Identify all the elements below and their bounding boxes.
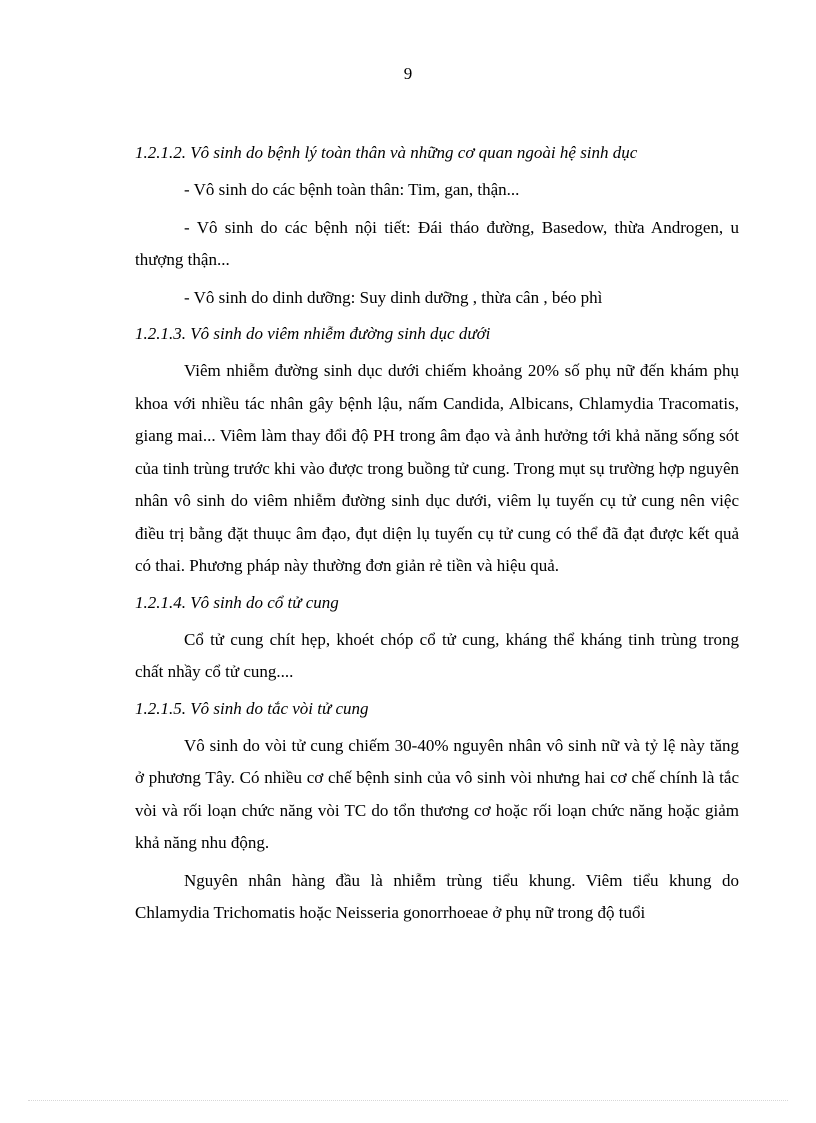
paragraph-pelvic-infection: Nguyên nhân hàng đầu là nhiễm trùng tiểu khung. Viêm tiểu khung do Chlamydia Trichomatis hoặc Neisseria gonorrhoeae ở phụ nữ trong độ tuổi [135, 870, 739, 922]
footer-divider [28, 1100, 788, 1101]
paragraph-cervix: Cổ tử cung chít hẹp, khoét chóp cổ tử cung, kháng thể kháng tinh trùng trong chất nhầy cổ tử cung.... [135, 629, 739, 681]
paragraph-systemic-disease: - Vô sinh do các bệnh toàn thân: Tim, gan, thận... [184, 180, 520, 199]
paragraph-nutrition: - Vô sinh do dinh dưỡng: Suy dinh dưỡng , thừa cân , béo phì [184, 287, 603, 307]
section-heading-1-2-1-3: 1.2.1.3. Vô sinh do viêm nhiễm đường sinh dục dưới [135, 324, 491, 343]
paragraph-tubal-infertility: Vô sinh do vòi tử cung chiếm 30-40% nguyên nhân vô sinh nữ và tỷ lệ này tăng ở phương Tây. Có nhiều cơ chế bệnh sinh của vô sinh vòi nhưng hai cơ chế chính là tắc vòi và rối loạn chức năng vòi TC do tổn thương cơ hoặc rối loạn chức năng hoặc giảm khả năng nhu động. [135, 735, 739, 852]
document-body [135, 138, 739, 935]
section-heading-1-2-1-5: 1.2.1.5. Vô sinh do tắc vòi tử cung [135, 698, 369, 718]
paragraph-lower-genital-infection: Viêm nhiễm đường sinh dục dưới chiếm khoảng 20% số phụ nữ đến khám phụ khoa với nhiều tác nhân gây bệnh lậu, nấm Candida, Albicans, Chlamydia Tracomatis, giang mai... Viêm làm thay đổi độ PH trong âm đạo và ảnh hưởng tới khả năng sống sót của tinh trùng trước khi vào được trong buồng tử cung. Trong mụt sụ trường hợp nguyên nhân vô sinh do viêm nhiễm đường sinh dục dưới, viêm lụ tuyến cụ tử cung nên việc điều trị bằng đặt thuục âm đạo, đụt diện lụ tuyến cụ tử cung có thể đã đạt được kết quả có thai. Phương pháp này thường đơn giản rẻ tiền và hiệu quả. [135, 361, 740, 575]
section-heading-1-2-1-2: 1.2.1.2. Vô sinh do bệnh lý toàn thân và những cơ quan ngoài hệ sinh dục [135, 143, 638, 162]
section-heading-1-2-1-4: 1.2.1.4. Vô sinh do cổ tử cung [135, 592, 339, 612]
paragraph-endocrine-disease: - Vô sinh do các bệnh nội tiết: Đái tháo đường, Basedow, thừa Androgen, u thượng thận... [135, 217, 739, 269]
page-number: 9 [403, 64, 413, 83]
